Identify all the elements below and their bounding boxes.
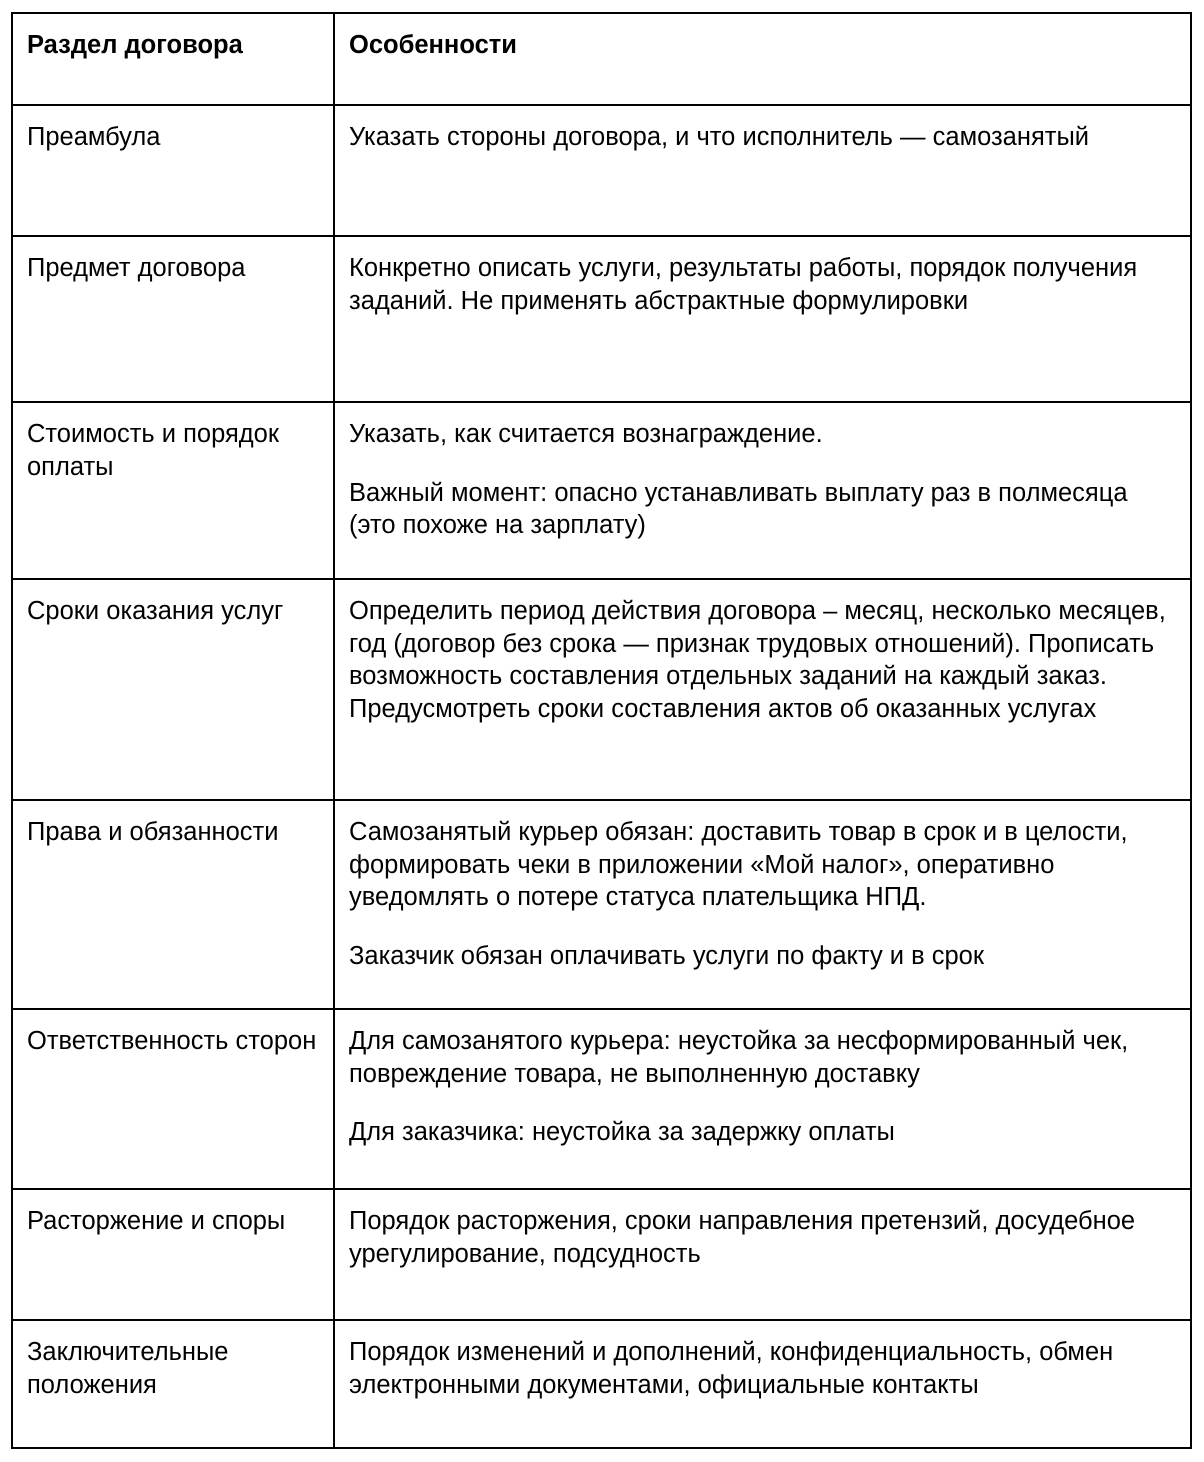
- table-body: [12, 105, 1191, 1448]
- details-paragraph: Порядок расторжения, сроки направления претензий, досудебное урегулирование, подсудность: [349, 1207, 1136, 1268]
- row-details-cell: [334, 1009, 1191, 1189]
- details-paragraph: Порядок изменений и дополнений, конфиденциальность, обмен электронными документами, официальные контакты: [349, 1338, 1114, 1399]
- row-section-cell: Преамбула: [12, 105, 334, 236]
- table-row: [12, 236, 1191, 402]
- row-section-cell: Права и обязанности: [12, 800, 334, 1009]
- table-header: [12, 13, 1191, 105]
- details-paragraph: Важный момент: опасно устанавливать выплату раз в полмесяца (это похоже на зарплату): [349, 478, 1128, 539]
- row-section-cell: Заключительные положения: [12, 1320, 334, 1448]
- table-row: [12, 1189, 1191, 1320]
- row-details-cell: [334, 579, 1191, 800]
- row-section-cell: Стоимость и порядок оплаты: [12, 402, 334, 579]
- details-paragraph: Определить период действия договора – месяц, несколько месяцев, год (договор без срока — признак трудовых отношений). Прописать возможность составления отдельных заданий на каждый заказ. Предусмотреть сроки составления актов об оказанных услугах: [349, 597, 1166, 723]
- row-details-cell: [334, 800, 1191, 1009]
- row-details-cell: [334, 402, 1191, 579]
- row-details-cell: [334, 1189, 1191, 1320]
- row-details-cell: [334, 105, 1191, 236]
- header-section: Раздел договора: [12, 13, 334, 105]
- row-section-cell: Расторжение и споры: [12, 1189, 334, 1320]
- table-row: [12, 579, 1191, 800]
- row-section-cell: Сроки оказания услуг: [12, 579, 334, 800]
- table-header-row: [12, 13, 1191, 105]
- details-paragraph: Указать стороны договора, и что исполнитель — самозанятый: [349, 123, 1090, 151]
- table-row: [12, 800, 1191, 1009]
- details-paragraph: Заказчик обязан оплачивать услуги по факту и в срок: [349, 941, 985, 970]
- details-paragraph: Самозанятый курьер обязан: доставить товар в срок и в целости, формировать чеки в приложении «Мой налог», оперативно уведомлять о потере статуса плательщика НПД.: [349, 818, 1128, 911]
- row-details-cell: [334, 1320, 1191, 1448]
- contract-sections-table: [11, 12, 1192, 1449]
- table-row: [12, 1009, 1191, 1189]
- details-paragraph: Для заказчика: неустойка за задержку оплаты: [349, 1118, 895, 1146]
- table-row: [12, 1320, 1191, 1448]
- row-section-cell: Предмет договора: [12, 236, 334, 402]
- details-paragraph: Для самозанятого курьера: неустойка за несформированный чек, повреждение товара, не выполненную доставку: [349, 1027, 1129, 1088]
- details-paragraph: Указать, как считается вознаграждение.: [349, 420, 823, 448]
- table-row: [12, 402, 1191, 579]
- table-row: [12, 105, 1191, 236]
- row-details-cell: [334, 236, 1191, 402]
- header-details: Особенности: [334, 13, 1191, 105]
- details-paragraph: Конкретно описать услуги, результаты работы, порядок получения заданий. Не применять абстрактные формулировки: [349, 254, 1138, 315]
- row-section-cell: Ответственность сторон: [12, 1009, 334, 1189]
